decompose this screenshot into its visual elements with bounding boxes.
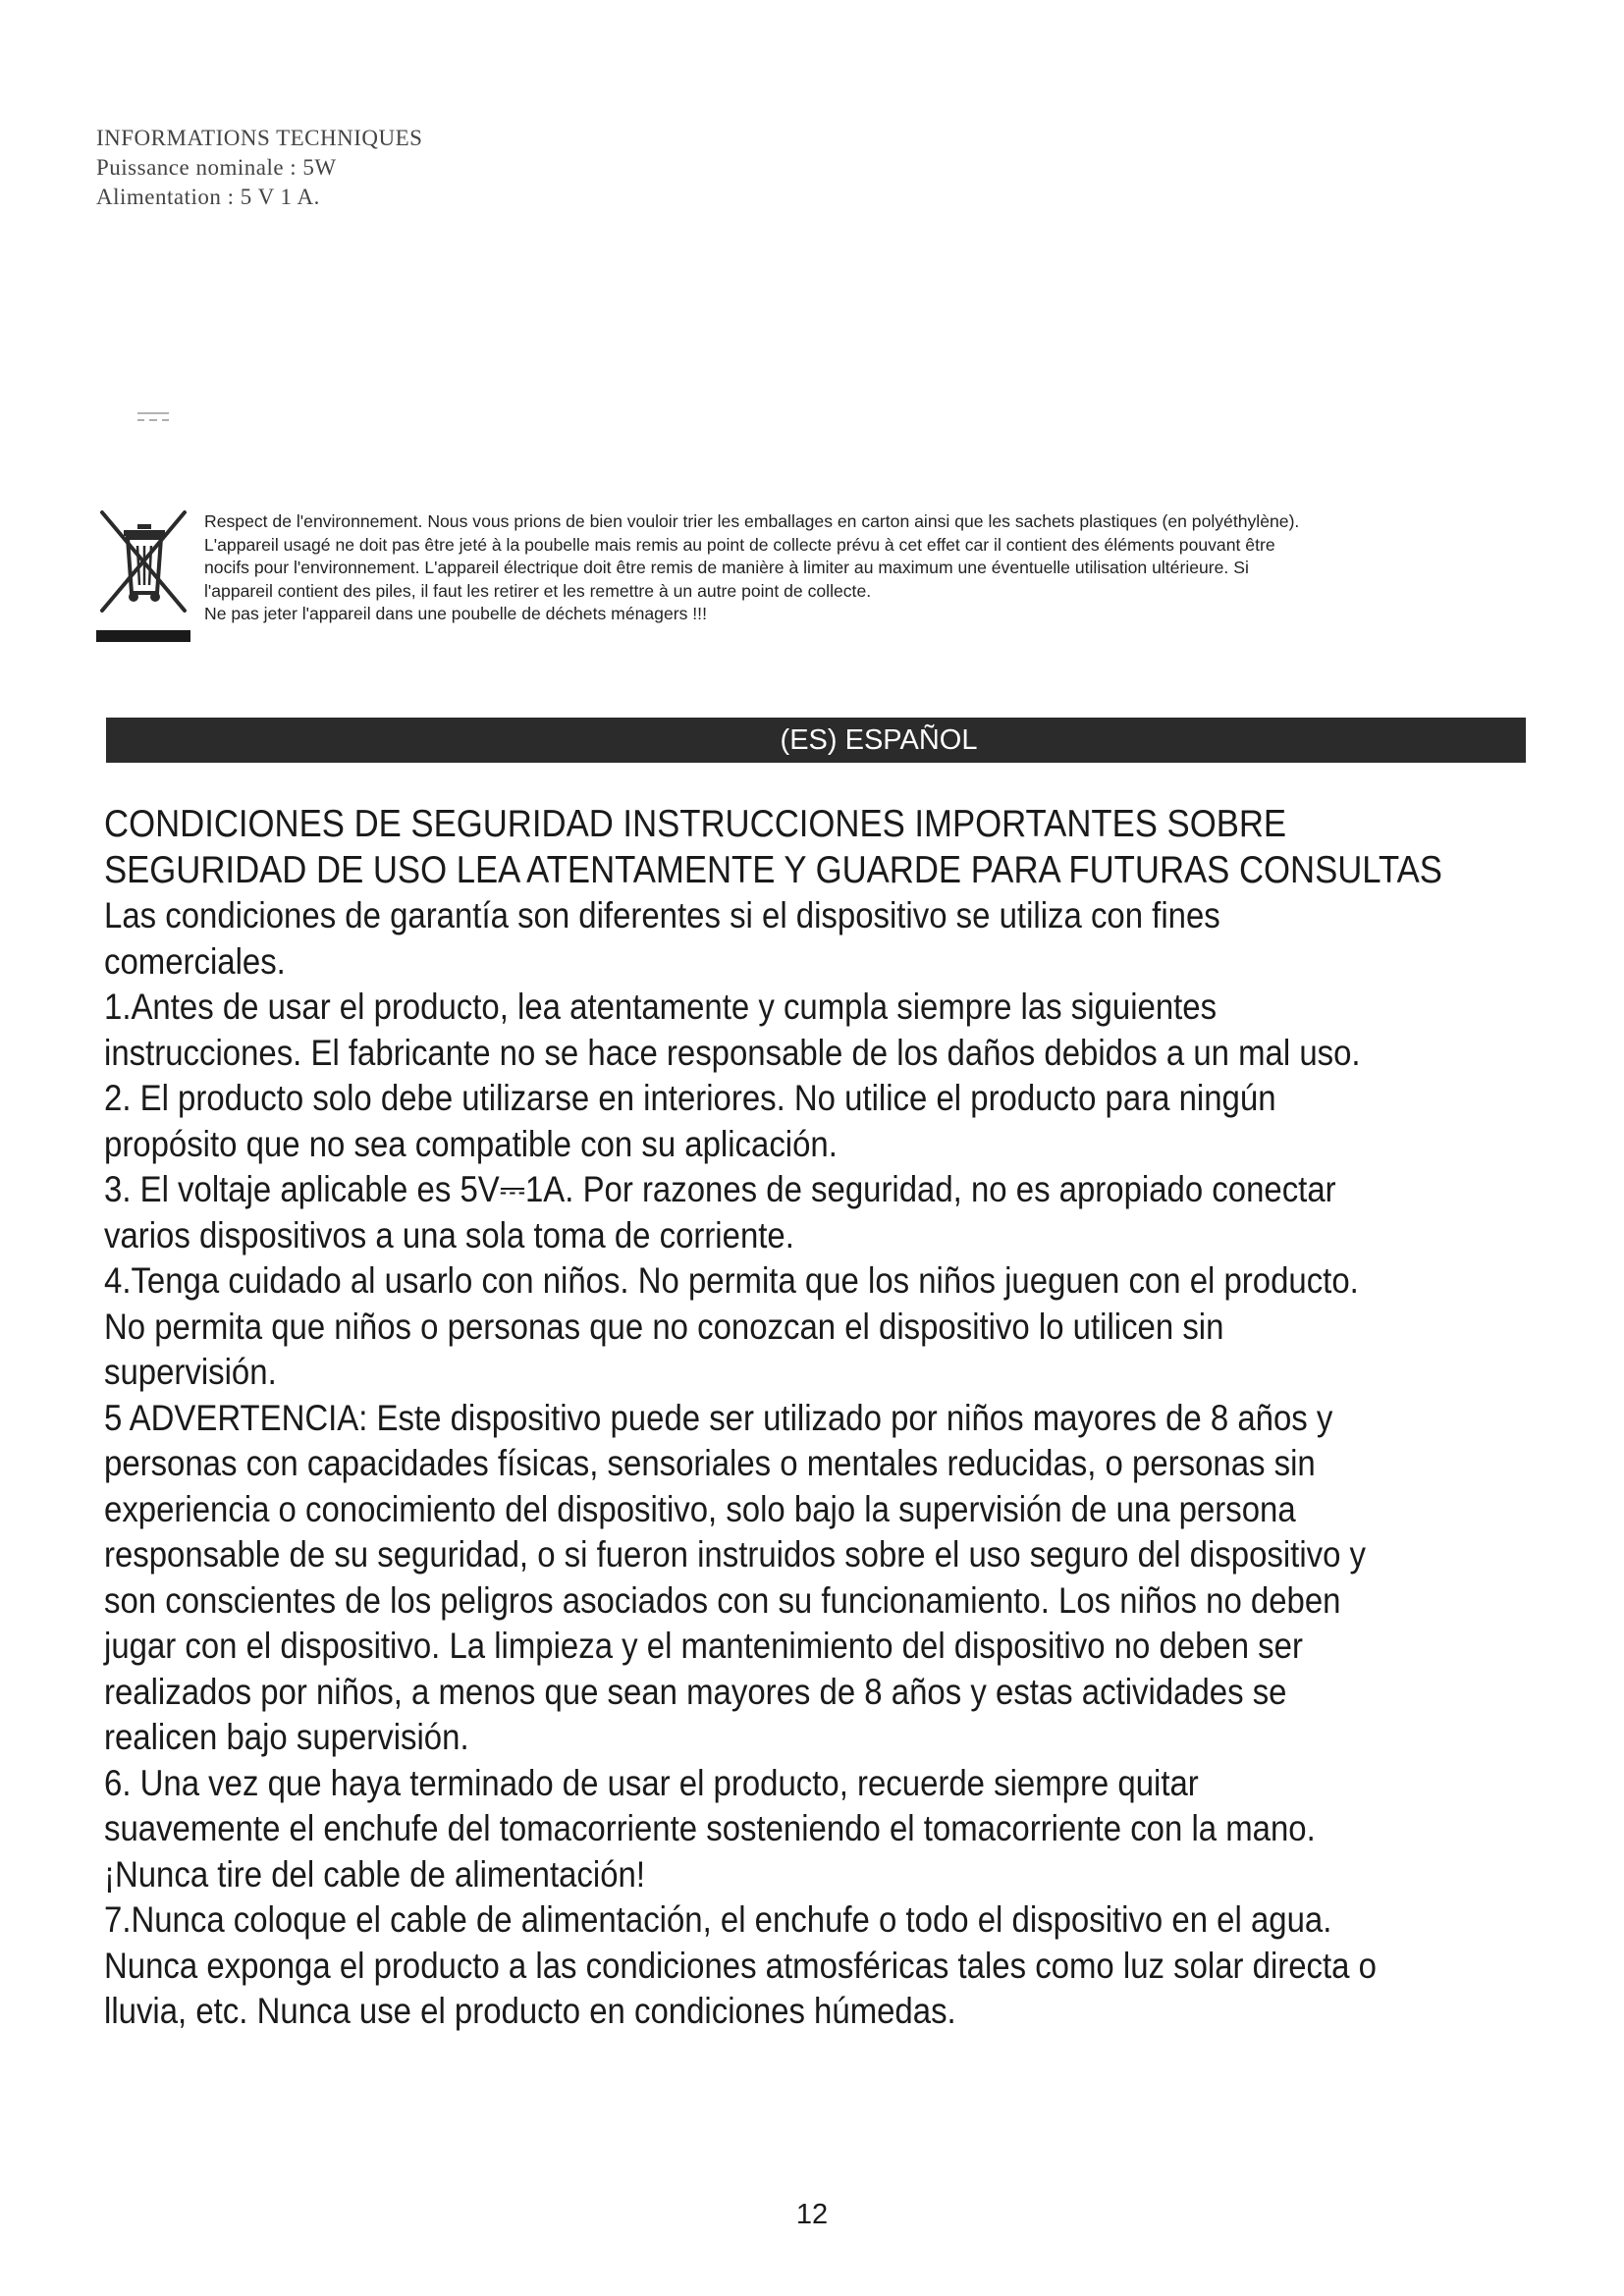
body-line: jugar con el dispositivo. La limpieza y el mantenimiento del dispositivo no deben ser (104, 1626, 1303, 1666)
body-line: varios dispositivos a una sola toma de corriente. (104, 1214, 794, 1255)
technical-info-title: INFORMATIONS TECHNIQUES (96, 126, 423, 150)
body-line: experiencia o conocimiento del dispositivo, solo bajo la supervisión de una persona (104, 1488, 1296, 1529)
environment-line: nocifs pour l'environnement. L'appareil électrique doit être remis de manière à limiter au maximum une éventuelle utilisation ultérieure. Si (204, 558, 1249, 577)
body-line: 6. Una vez que haya terminado de usar el producto, recuerde siempre quitar (104, 1762, 1199, 1803)
body-line: supervisión. (104, 1352, 277, 1392)
dc-symbol-icon (135, 410, 171, 424)
environment-line: Ne pas jeter l'appareil dans une poubelle de déchets ménagers !!! (204, 604, 707, 623)
body-line: No permita que niños o personas que no conozcan el dispositivo lo utilicen sin (104, 1306, 1224, 1347)
body-line: instrucciones. El fabricante no se hace responsable de los daños debidos a un mal uso. (104, 1032, 1361, 1073)
technical-info (96, 124, 422, 212)
body-line: Nunca exponga el producto a las condiciones atmosféricas tales como luz solar directa o (104, 1945, 1377, 1986)
language-section-header (106, 718, 1526, 763)
crossed-out-bin-icon (94, 503, 192, 650)
body-line: responsable de su seguridad, o si fueron instruidos sobre el uso seguro del dispositivo y (104, 1534, 1367, 1575)
body-line: personas con capacidades físicas, sensoriales o mentales reducidas, o personas sin (104, 1443, 1316, 1483)
body-line: 4.Tenga cuidado al usarlo con niños. No permita que los niños jueguen con el producto. (104, 1260, 1359, 1301)
body-line: suavemente el enchufe del tomacorriente sosteniendo el tomacorriente con la mano. (104, 1808, 1316, 1848)
body-line: 1.Antes de usar el producto, lea atentamente y cumpla siempre las siguientes (104, 987, 1218, 1027)
environment-line: Respect de l'environnement. Nous vous prions de bien vouloir trier les emballages en carton ainsi que les sachets plastiques (en polyéthylène). (204, 511, 1300, 531)
spanish-safety-instructions (104, 802, 1442, 2035)
body-line: realizados por niños, a menos que sean mayores de 8 años y estas actividades se (104, 1671, 1287, 1712)
body-line: lluvia, etc. Nunca use el producto en condiciones húmedas. (104, 1991, 956, 2031)
body-line: comerciales. (104, 940, 286, 982)
body-line: 5 ADVERTENCIA: Este dispositivo puede ser utilizado por niños mayores de 8 años y (104, 1397, 1333, 1438)
environment-line: l'appareil contient des piles, il faut les retirer et les remettre à un autre point de collecte. (204, 580, 872, 601)
body-line: 3. El voltaje aplicable es 5V⎓1A. Por razones de seguridad, no es apropiado conectar (104, 1169, 1336, 1209)
body-line: 7.Nunca coloque el cable de alimentación, el enchufe o todo el dispositivo en el agua. (104, 1899, 1332, 1940)
body-line: 2. El producto solo debe utilizarse en interiores. No utilice el producto para ningún (104, 1078, 1276, 1118)
environment-line: L'appareil usagé ne doit pas être jeté à la poubelle mais remis au point de collecte prévu à cet effet car il contient des éléments pouvant être (204, 534, 1275, 555)
page-number: 12 (795, 2199, 829, 2230)
technical-info-supply: Alimentation : 5 V 1 A. (96, 185, 320, 209)
environment-notice (204, 510, 1559, 626)
body-line: realicen bajo supervisión. (104, 1717, 469, 1757)
body-line: son conscientes de los peligros asociados con su funcionamiento. Los niños no deben (104, 1579, 1341, 1621)
body-line: ¡Nunca tire del cable de alimentación! (104, 1853, 645, 1895)
section-heading-line: CONDICIONES DE SEGURIDAD INSTRUCCIONES IMPORTANTES SOBRE (104, 803, 1287, 845)
section-heading-line: SEGURIDAD DE USO LEA ATENTAMENTE Y GUARDE PARA FUTURAS CONSULTAS (104, 848, 1442, 891)
technical-info-power: Puissance nominale : 5W (96, 155, 337, 180)
language-section-title: (ES) ESPAÑOL (780, 724, 978, 756)
body-line: Las condiciones de garantía son diferentes si el dispositivo se utiliza con fines (104, 895, 1220, 935)
body-line: propósito que no sea compatible con su aplicación. (104, 1123, 838, 1164)
